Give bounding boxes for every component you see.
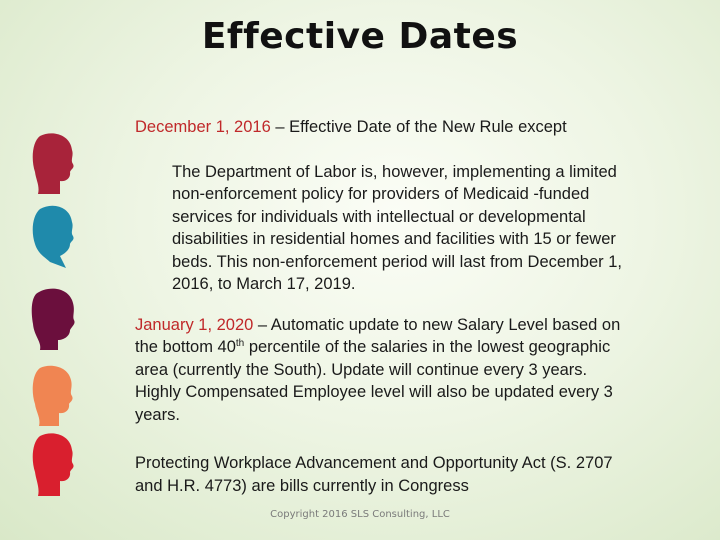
bullet-congress-bills: Protecting Workplace Advancement and Opportunity Act (S. 2707 and H.R. 4773) are bills currently in Congress [135, 454, 613, 495]
person-head-icon [30, 132, 76, 198]
ordinal-suffix: th [235, 338, 245, 349]
person-head-icon [30, 204, 76, 270]
bullet-text-after: percentile of the salaries in the lowest geographic area (currently the South). Update will continue every 3 years. Highly Compensated Employee level will also be updated every 3 years. [135, 338, 613, 424]
bullet-text: – Effective Date of the New Rule except [270, 118, 567, 136]
slide-body [135, 116, 625, 497]
slide-title: Effective Dates [201, 16, 519, 57]
person-head-icon [30, 364, 76, 430]
sub-bullet-non-enforcement: The Department of Labor is, however, implementing a limited non-enforcement policy for providers of Medicaid -funded services for individuals with intellectual or developmental disabilities in residential homes and facilities with 15 or fewer beds. This non-enforcement period will last from December 1, 2016, to March 17, 2019. [172, 162, 622, 293]
person-head-icon [30, 432, 76, 498]
date-january-2020: January 1, 2020 [135, 315, 254, 334]
date-december-2016: December 1, 2016 [135, 118, 271, 136]
bullet-text-before: – Automatic update to new Salary Level based on the bottom 40 [135, 315, 621, 356]
person-head-icon [30, 286, 76, 352]
bullet-december-2016 [135, 116, 625, 139]
bullet-january-2020 [135, 314, 625, 427]
decorative-heads [30, 132, 80, 482]
copyright-footer: Copyright 2016 SLS Consulting, LLC [270, 509, 450, 520]
